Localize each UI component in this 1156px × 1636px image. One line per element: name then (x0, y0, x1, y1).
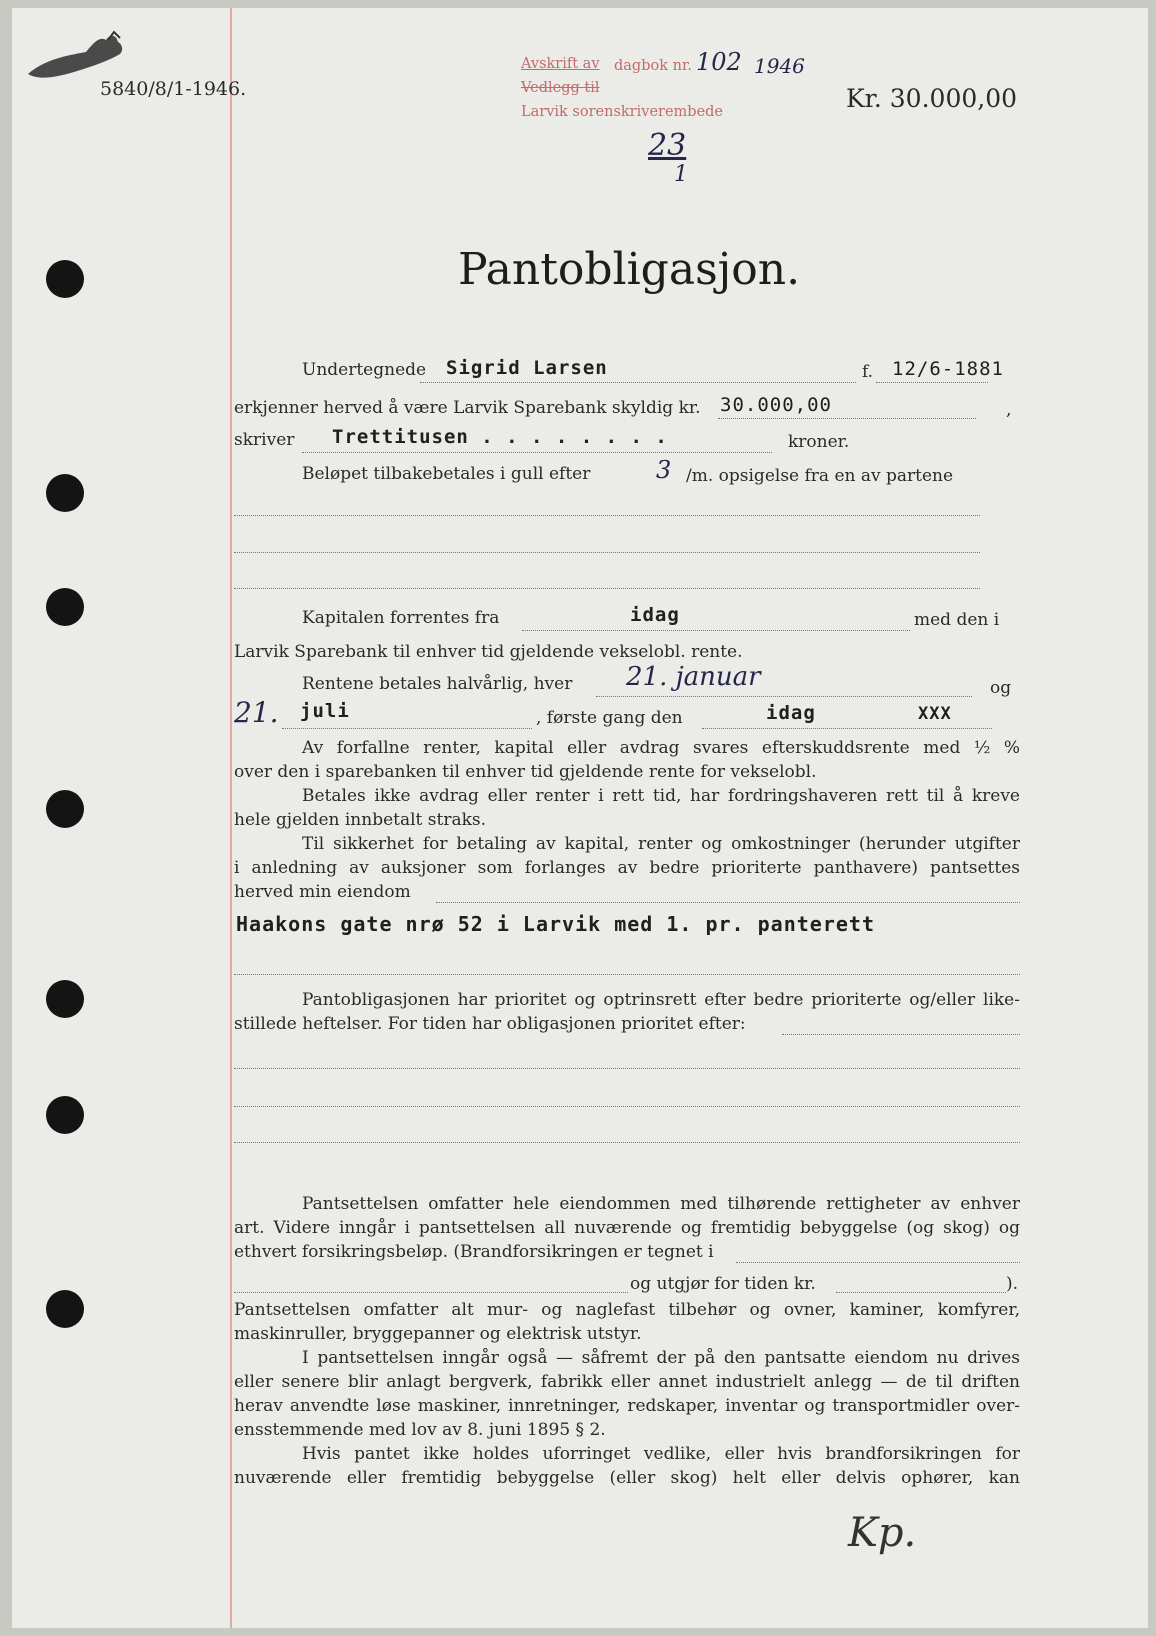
born-dotted-line (876, 382, 988, 383)
para-omfatter-3: ethvert forsikringsbeløp. (Brandforsikringen er tegnet i (234, 1242, 714, 1262)
repay-text-b: /m. opsigelse fra en av partene (686, 466, 954, 486)
rente-og: og (990, 678, 1012, 698)
para-bergverk-3: herav anvendte løse maskiner, innretninger, redskaper, inventar og transportmidler over- (234, 1396, 1020, 1416)
rente-text: Rentene betales halvårlig, hver (302, 674, 573, 694)
para-bergverk-4: ensstemmende med lov av 8. juni 1895 § 2. (234, 1420, 606, 1440)
rente2-dotted-line (282, 728, 532, 729)
para-sikkerhet-3: herved min eiendom (234, 882, 411, 902)
first-time-value: idag (766, 702, 816, 724)
prioritet-dotted-line (782, 1034, 1020, 1035)
para-bergverk-2: eller senere blir anlagt bergverk, fabrikk eller annet industrielt anlegg — de til driften (234, 1372, 1020, 1392)
punch-hole (46, 1096, 84, 1134)
first-time-dotted-line (702, 728, 992, 729)
blank-dotted-line (234, 1068, 1020, 1069)
interest-from: idag (630, 604, 680, 626)
property-dotted-line (436, 902, 1020, 903)
kroner-label: kroner. (788, 432, 850, 452)
interest-line2: Larvik Sparebank til enhver tid gjeldende vekselobl. rente. (234, 642, 743, 662)
struck-year: XXX (918, 704, 952, 724)
para-omfatter-1: Pantsettelsen omfatter hele eiendommen med tilhørende rettigheter av enhver (302, 1194, 1020, 1214)
undertegnede-label: Undertegnede (302, 360, 427, 380)
amount-header: Kr. 30.000,00 (846, 84, 1018, 113)
rente-dotted-line (596, 696, 972, 697)
dagbok-year: 1946 (754, 54, 805, 78)
blank-dotted-line (234, 1106, 1020, 1107)
punch-hole (46, 1290, 84, 1328)
para-sikkerhet-1: Til sikkerhet for betaling av kapital, renter og omkostninger (herunder utgifter (302, 834, 1020, 854)
stamp-avskrift: Avskrift av (521, 56, 600, 72)
rente-date1: 21. januar (626, 662, 761, 692)
acknowledge-text: erkjenner herved å være Larvik Sparebank skyldig kr. (234, 398, 701, 418)
blank-dotted-line (234, 515, 980, 516)
born-label: f. (862, 362, 874, 382)
para-omfatter-4a: og utgjør for tiden kr. (630, 1274, 816, 1294)
amount-dotted-line (718, 418, 976, 419)
interest-text-b: med den i (914, 610, 1000, 630)
blank-dotted-line (234, 552, 980, 553)
punch-hole (46, 980, 84, 1018)
stamp-dagbok-label: dagbok nr. (614, 58, 692, 74)
ink-blot-mark (24, 30, 128, 80)
skriver-label: skriver (234, 430, 295, 450)
amount-value: 30.000,00 (720, 394, 832, 416)
para-forfalne-1: Av forfallne renter, kapital eller avdrag svares efterskuddsrente med ½ % (302, 738, 1020, 758)
para-sikkerhet-2: i anledning av auksjoner som forlanges av bedre prioriterte panthavere) pantsettes (234, 858, 1020, 878)
dagbok-number: 102 (696, 48, 742, 76)
handwritten-initials: Kp. (848, 1510, 917, 1556)
sum-dotted-line (836, 1292, 1006, 1293)
red-margin-line (230, 8, 232, 1628)
rente-day2: 21. (234, 696, 279, 729)
reference-number: 5840/8/1-1946. (100, 78, 247, 100)
property-description: Haakons gate nrø 52 i Larvik med 1. pr. panterett (236, 912, 876, 936)
blank-dotted-line (234, 974, 1020, 975)
punch-hole (46, 474, 84, 512)
para-prioritet-1: Pantobligasjonen har prioritet og optrinsrett efter bedre prioriterte og/eller like- (302, 990, 1020, 1010)
para-mur-2: maskinruller, bryggepanner og elektrisk utstyr. (234, 1324, 642, 1344)
blank-dotted-line (234, 1142, 1020, 1143)
para-betales-2: hele gjelden innbetalt straks. (234, 810, 487, 830)
para-vedlike-1: Hvis pantet ikke holdes uforringet vedlike, eller hvis brandforsikringen for (302, 1444, 1020, 1464)
blank-dotted-line (234, 588, 980, 589)
repay-months: 3 (656, 456, 672, 484)
para-omfatter-4b: ). (1006, 1274, 1019, 1294)
insurance-dotted-line (736, 1262, 1020, 1263)
para-mur-1: Pantsettelsen omfatter alt mur- og naglefast tilbehør og ovner, kaminer, komfyrer, (234, 1300, 1020, 1320)
para-prioritet-2: stillede heftelser. For tiden har obligasjonen prioritet efter: (234, 1014, 746, 1034)
name-dotted-line (420, 382, 856, 383)
interest-dotted-line (522, 630, 910, 631)
stamp-vedlegg: Vedlegg til (521, 80, 600, 96)
debtor-name: Sigrid Larsen (446, 357, 608, 379)
para-betales-1: Betales ikke avdrag eller renter i rett tid, har fordringshaveren rett til å kreve (302, 786, 1020, 806)
para-bergverk-1: I pantsettelsen inngår også — såfremt der på den pantsatte eiendom nu drives (302, 1348, 1020, 1368)
repay-text: Beløpet tilbakebetales i gull efter (302, 464, 591, 484)
fraction-top: 23 (648, 128, 687, 163)
para-omfatter-2: art. Videre inngår i pantsettelsen all nuværende og fremtidig bebyggelse (og skog) og (234, 1218, 1020, 1238)
para-vedlike-2: nuværende eller fremtidig bebyggelse (eller skog) helt eller delvis ophører, kan (234, 1468, 1020, 1488)
interest-text: Kapitalen forrentes fra (302, 608, 500, 628)
document-page (12, 8, 1148, 1628)
punch-hole (46, 790, 84, 828)
punch-hole (46, 260, 84, 298)
para-forfalne-2: over den i sparebanken til enhver tid gjeldende rente for vekselobl. (234, 762, 817, 782)
amount-words: Trettitusen . . . . . . . . (332, 426, 668, 448)
punch-hole (46, 588, 84, 626)
first-time-text: , første gang den (536, 708, 683, 728)
insurance2-dotted-line (234, 1292, 628, 1293)
fraction-bottom: 1 (674, 162, 688, 187)
amount-comma: , (1006, 400, 1012, 420)
document-title: Pantobligasjon. (458, 244, 801, 295)
born-date: 12/6-1881 (892, 358, 1004, 380)
words-dotted-line (302, 452, 772, 453)
rente-month2: juli (300, 700, 350, 722)
stamp-office: Larvik sorenskriverembede (521, 104, 724, 120)
